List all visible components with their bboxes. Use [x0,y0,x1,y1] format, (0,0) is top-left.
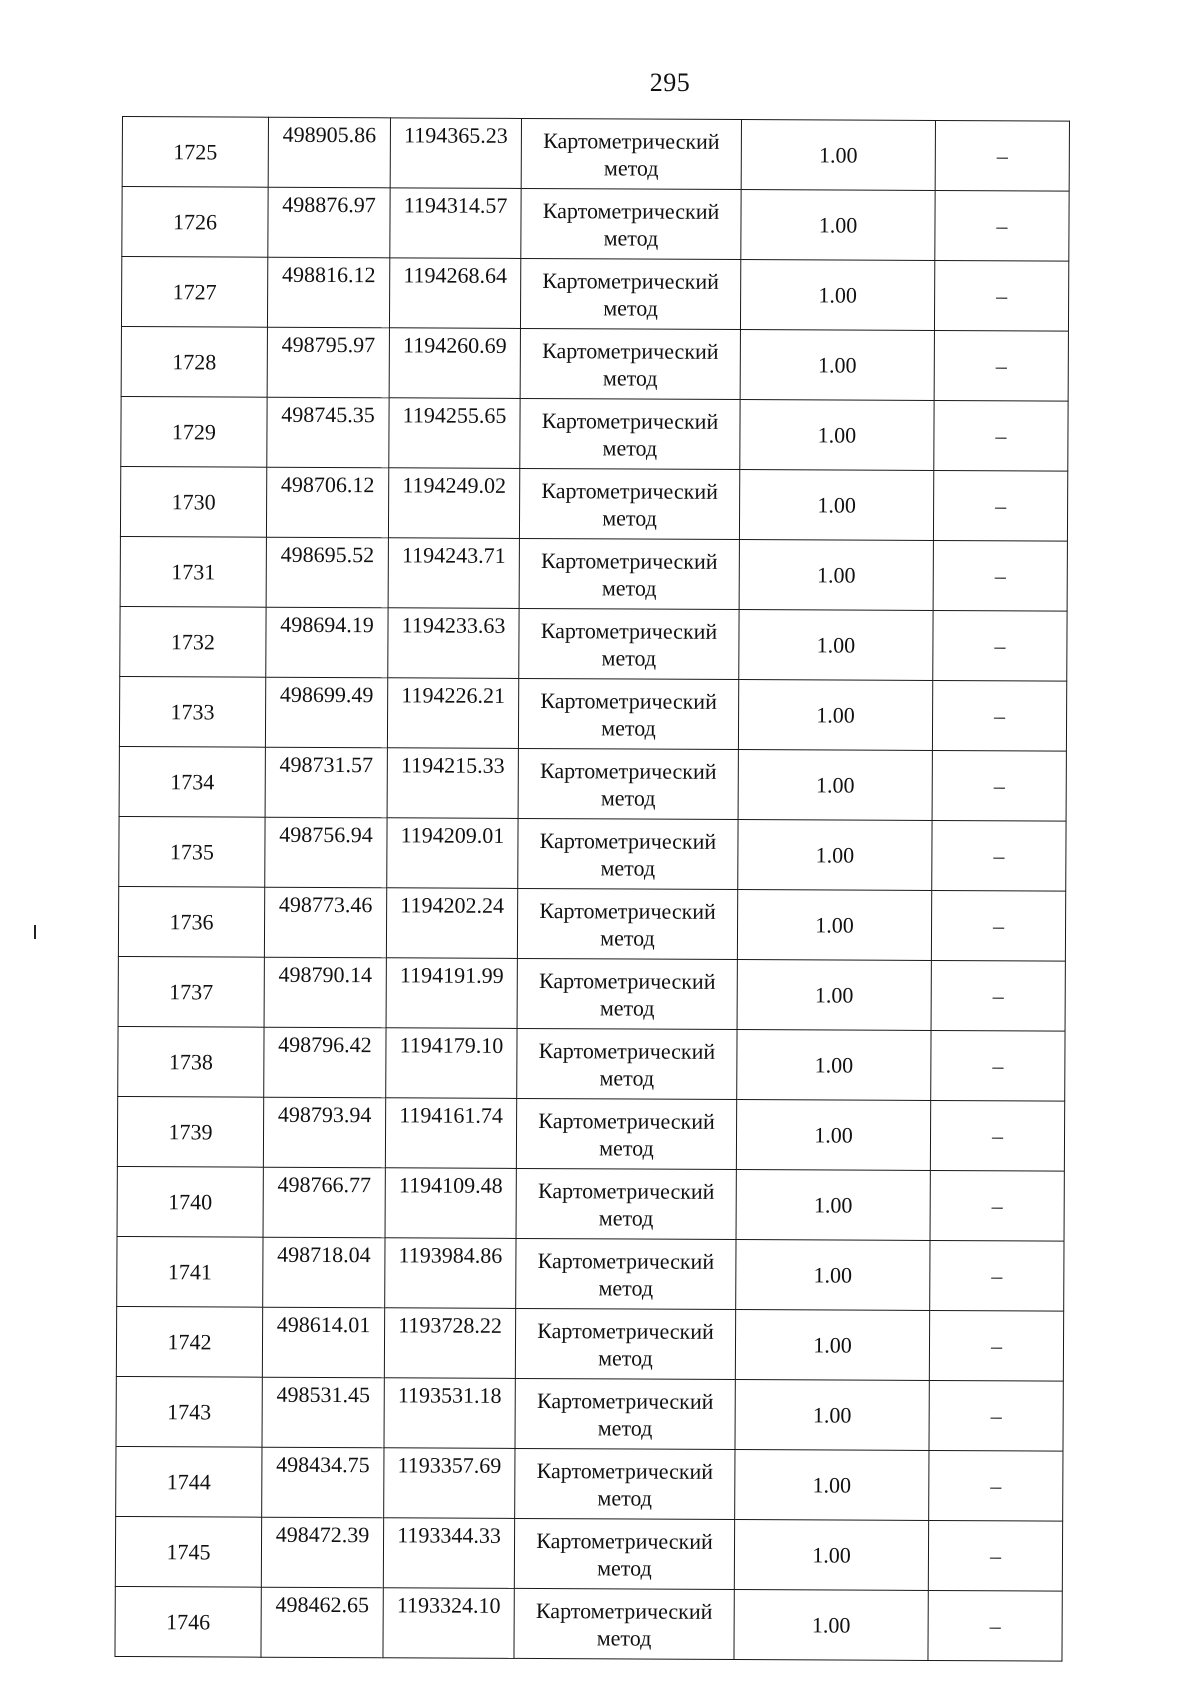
table-row [118,886,1065,961]
description-cell: – [934,260,1068,331]
y-coordinate-cell: 1194255.65 [389,398,520,469]
method-cell: Картометрический метод [517,958,737,1029]
description-cell: – [932,680,1066,751]
accuracy-cell: 1.00 [739,610,933,681]
table-row [121,396,1068,471]
y-coordinate-cell: 1194215.33 [387,748,518,819]
x-coordinate-cell: 498905.86 [268,117,390,188]
point-number-cell: 1737 [118,956,264,1027]
y-coordinate-cell: 1194249.02 [388,468,519,539]
accuracy-cell: 1.00 [738,750,932,821]
description-cell: – [929,1310,1063,1381]
x-coordinate-cell: 498795.97 [267,327,389,398]
y-coordinate-cell: 1194202.24 [386,888,517,959]
description-cell: – [933,470,1067,541]
description-cell: – [928,1590,1062,1661]
method-cell: Картометрический метод [516,1238,736,1309]
x-coordinate-cell: 498695.52 [266,537,388,608]
y-coordinate-cell: 1193531.18 [384,1378,515,1449]
table-row [121,257,1068,332]
table-row [116,1446,1063,1521]
y-coordinate-cell: 1194314.57 [390,188,521,259]
point-number-cell: 1733 [119,676,265,747]
method-cell: Картометрический метод [515,1448,735,1519]
accuracy-cell: 1.00 [735,1450,929,1521]
y-coordinate-cell: 1194226.21 [387,678,518,749]
method-cell: Картометрический метод [520,398,740,469]
description-cell: – [934,400,1068,471]
method-cell: Картометрический метод [521,118,741,189]
accuracy-cell: 1.00 [741,120,935,191]
point-number-cell: 1731 [120,536,266,607]
point-number-cell: 1743 [116,1376,262,1447]
x-coordinate-cell: 498699.49 [265,677,387,748]
table-row [116,1306,1063,1381]
point-number-cell: 1744 [116,1446,262,1517]
table-row [122,117,1069,192]
x-coordinate-cell: 498472.39 [261,1517,383,1588]
method-cell: Картометрический метод [516,1098,736,1169]
description-cell: – [932,820,1066,891]
margin-mark [34,925,36,939]
accuracy-cell: 1.00 [738,680,932,751]
method-cell: Картометрический метод [514,1518,734,1589]
method-cell: Картометрический метод [518,748,738,819]
accuracy-cell: 1.00 [739,540,933,611]
y-coordinate-cell: 1194365.23 [390,118,521,189]
description-cell: – [929,1450,1063,1521]
accuracy-cell: 1.00 [734,1520,928,1591]
table-row [117,1166,1064,1241]
accuracy-cell: 1.00 [735,1380,929,1451]
method-cell: Картометрический метод [518,818,738,889]
table-row [115,1586,1062,1661]
coordinates-table [114,116,1070,1662]
x-coordinate-cell: 498462.65 [261,1587,383,1658]
x-coordinate-cell: 498756.94 [265,817,387,888]
y-coordinate-cell: 1194260.69 [389,328,520,399]
method-cell: Картометрический метод [521,188,741,259]
y-coordinate-cell: 1193344.33 [383,1518,514,1589]
description-cell: – [930,1170,1064,1241]
point-number-cell: 1736 [118,886,264,957]
point-number-cell: 1727 [121,257,267,328]
point-number-cell: 1730 [120,466,266,537]
x-coordinate-cell: 498614.01 [262,1307,384,1378]
table-row [119,746,1066,821]
description-cell: – [930,1100,1064,1171]
table-row [120,466,1067,541]
point-number-cell: 1735 [119,816,265,887]
method-cell: Картометрический метод [514,1588,734,1659]
method-cell: Картометрический метод [517,888,737,959]
accuracy-cell: 1.00 [736,1100,930,1171]
table-row [120,606,1067,681]
y-coordinate-cell: 1194243.71 [388,538,519,609]
method-cell: Картометрический метод [518,678,738,749]
method-cell: Картометрический метод [520,258,740,329]
description-cell: – [930,1240,1064,1311]
point-number-cell: 1741 [117,1236,263,1307]
accuracy-cell: 1.00 [737,890,931,961]
point-number-cell: 1725 [122,117,268,188]
x-coordinate-cell: 498790.14 [264,957,386,1028]
method-cell: Картометрический метод [515,1308,735,1379]
x-coordinate-cell: 498773.46 [264,887,386,958]
y-coordinate-cell: 1194161.74 [385,1098,516,1169]
method-cell: Картометрический метод [517,1028,737,1099]
point-number-cell: 1726 [122,187,268,258]
accuracy-cell: 1.00 [741,190,935,261]
x-coordinate-cell: 498766.77 [263,1167,385,1238]
accuracy-cell: 1.00 [740,260,934,331]
table-row [118,1026,1065,1101]
coordinates-table-body [115,117,1070,1662]
page-number: 295 [649,68,691,97]
point-number-cell: 1739 [117,1096,263,1167]
table-row [117,1236,1064,1311]
accuracy-cell: 1.00 [739,470,933,541]
y-coordinate-cell: 1194209.01 [387,818,518,889]
point-number-cell: 1734 [119,746,265,817]
accuracy-cell: 1.00 [737,960,931,1031]
description-cell: – [933,540,1067,611]
table-row [122,187,1069,262]
point-number-cell: 1740 [117,1166,263,1237]
x-coordinate-cell: 498793.94 [263,1097,385,1168]
table-row [117,1096,1064,1171]
description-cell: – [931,1030,1065,1101]
y-coordinate-cell: 1193357.69 [384,1448,515,1519]
point-number-cell: 1738 [118,1026,264,1097]
y-coordinate-cell: 1194179.10 [386,1028,517,1099]
accuracy-cell: 1.00 [734,1590,928,1661]
x-coordinate-cell: 498796.42 [264,1027,386,1098]
point-number-cell: 1729 [121,396,267,467]
description-cell: – [934,330,1068,401]
x-coordinate-cell: 498694.19 [266,607,388,678]
x-coordinate-cell: 498876.97 [268,187,390,258]
table-row [119,676,1066,751]
method-cell: Картометрический метод [519,468,739,539]
x-coordinate-cell: 498731.57 [265,747,387,818]
method-cell: Картометрический метод [519,608,739,679]
description-cell: – [935,120,1069,191]
description-cell: – [929,1380,1063,1451]
y-coordinate-cell: 1194109.48 [385,1168,516,1239]
point-number-cell: 1746 [115,1586,261,1657]
y-coordinate-cell: 1194268.64 [389,258,520,329]
y-coordinate-cell: 1193324.10 [383,1588,514,1659]
description-cell: – [931,890,1065,961]
accuracy-cell: 1.00 [735,1310,929,1381]
accuracy-cell: 1.00 [736,1240,930,1311]
accuracy-cell: 1.00 [737,1030,931,1101]
description-cell: – [928,1520,1062,1591]
y-coordinate-cell: 1193728.22 [384,1308,515,1379]
table-row [121,326,1068,401]
x-coordinate-cell: 498718.04 [263,1237,385,1308]
point-number-cell: 1732 [120,606,266,677]
point-number-cell: 1728 [121,326,267,397]
y-coordinate-cell: 1193984.86 [385,1238,516,1309]
method-cell: Картометрический метод [520,328,740,399]
table-row [118,956,1065,1031]
y-coordinate-cell: 1194233.63 [388,608,519,679]
x-coordinate-cell: 498706.12 [266,467,388,538]
description-cell: – [933,610,1067,681]
table-row [119,816,1066,891]
description-cell: – [931,960,1065,1031]
description-cell: – [935,190,1069,261]
y-coordinate-cell: 1194191.99 [386,958,517,1029]
table-row [115,1516,1062,1591]
method-cell: Картометрический метод [516,1168,736,1239]
description-cell: – [932,750,1066,821]
accuracy-cell: 1.00 [740,400,934,471]
x-coordinate-cell: 498816.12 [267,257,389,328]
accuracy-cell: 1.00 [736,1170,930,1241]
method-cell: Картометрический метод [519,538,739,609]
accuracy-cell: 1.00 [740,330,934,401]
method-cell: Картометрический метод [515,1378,735,1449]
x-coordinate-cell: 498745.35 [267,397,389,468]
table-row [116,1376,1063,1451]
accuracy-cell: 1.00 [738,820,932,891]
x-coordinate-cell: 498531.45 [262,1377,384,1448]
point-number-cell: 1745 [115,1516,261,1587]
point-number-cell: 1742 [116,1306,262,1377]
x-coordinate-cell: 498434.75 [262,1447,384,1518]
table-row [120,536,1067,611]
